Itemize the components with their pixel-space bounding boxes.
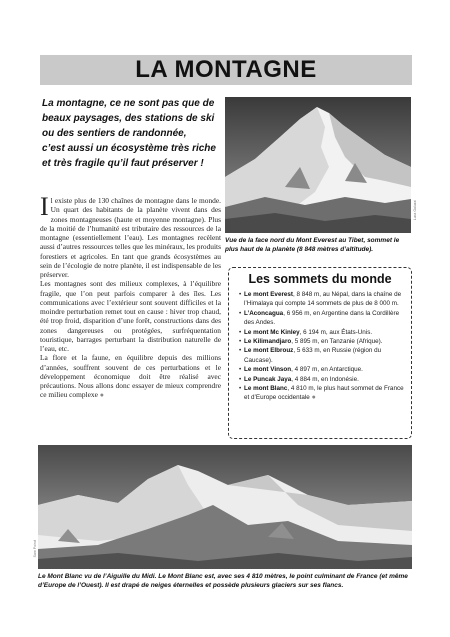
intro-text [42,96,222,171]
page-title: LA MONTAGNE [40,55,412,85]
paragraph [40,353,221,400]
list-item: • Le Kilimandjaro, 5 895 m, en Tanzanie (Afrique). [239,337,405,346]
intro-line: ou des sentiers de randonnée, [42,128,187,139]
everest-photo-credit: Luca Galuzzi [413,200,417,221]
summits-box-title: Les sommets du monde [248,272,392,286]
everest-photo [225,97,411,233]
list-item: • Le mont Mc Kinley, 6 194 m, aux États-Unis. [239,328,405,337]
intro-line: La montagne, ce ne sont pas que de [42,98,215,109]
summits-box [228,267,412,439]
mont-blanc-photo [38,445,412,569]
paragraph [40,192,221,279]
drop-cap: I [40,192,49,221]
list-item: • Le mont Everest, 8 848 m, au Népal, dans la chaîne de l’Himalaya qui compte 14 sommets de plus de 8 000 m. [239,290,405,309]
list-item: • Le mont Elbrouz, 5 633 m, en Russie (région du Caucase). [239,346,405,365]
list-item: • Le mont Vinson, 4 897 m, en Antarctique. [239,365,405,374]
list-item: • Le mont Blanc, 4 810 m, le plus haut sommet de France et d’Europe occidentale ● [239,384,405,403]
summits-list [229,290,411,403]
end-mark-icon: ● [99,391,104,400]
paragraph: Les montagnes sont des milieux complexes, à l’équilibre fragile, que l’on peut parfois comparer à des îles. Les communications avec l’extérieur sont souvent difficiles et la moindre perturbation remet tout en cause : hiver trop chaud, été trop froid, disparition d’une forêt, constructions dans des zones dangereuses ou protégées, surfréquentation touristique, barrages perturbant la distribution naturelle de l’eau, etc. [40,279,221,353]
mont-blanc-caption: Le Mont Blanc vu de l’Aiguille du Midi. Le Mont Blanc est, avec ses 4 810 mètres, le point culminant de France (et même d’Europe de l’Ouest). Il est drapé de neiges éternelles et possède plusieurs glaciers sur ses flancs. [38,573,408,589]
end-mark-icon: ● [311,394,316,402]
list-item: • Le Puncak Jaya, 4 884 m, en Indonésie. [239,375,405,384]
mont-blanc-photo-credit: Sam Poirot [33,540,37,558]
everest-caption: Vue de la face nord du Mont Everest au Tibet, sommet le plus haut de la planète (8 848 mètres d’altitude). [225,237,400,253]
intro-line: beaux paysages, des stations de ski [42,113,215,124]
article-body [40,192,221,401]
paragraph-text: l existe plus de 130 chaînes de montagne dans le monde. Un quart des habitants de la planète vivent dans des zones montagneuses (haute et moyenne montagne). Plus de la moitié de l’humanité est tributaire des ressources de la montagne (essentiellement l’eau). Les montagnes recèlent aussi d’autres ressources telles que les minéraux, les produits forestiers et agricoles. En tant que grands écosystèmes au sein de l’écologie de notre planète, il est indispensable de les préserver. [40,196,221,279]
intro-line: c’est aussi un écosystème très riche [42,143,216,154]
intro-line: et très fragile qu’il faut préserver ! [42,158,204,169]
list-item: • L’Aconcagua, 6 956 m, en Argentine dans la Cordillère des Andes. [239,309,405,328]
paragraph-text: La flore et la faune, en équilibre depuis des millions d’années, souffrent souvent de ces perturbations et le développement économique doit être réalisé avec précautions. Nous allons donc essayer de mieux comprendre ce milieu complexe [40,353,221,400]
